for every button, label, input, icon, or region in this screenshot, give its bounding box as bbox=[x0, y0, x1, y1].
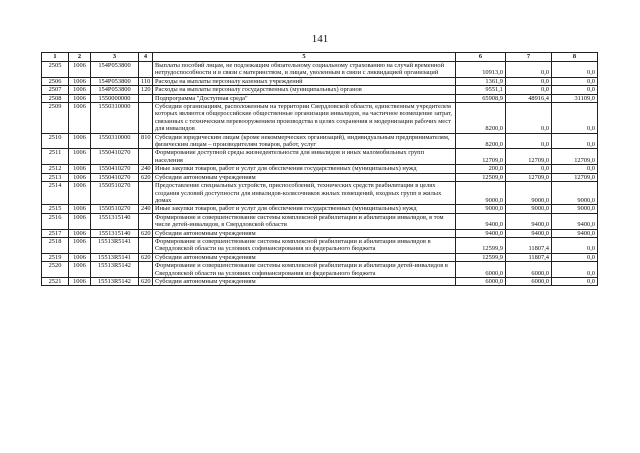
expense-type-cell bbox=[139, 182, 153, 205]
page-number: 141 bbox=[311, 33, 329, 45]
amount-year2-cell: 9000,0 bbox=[506, 182, 552, 205]
row-number-cell: 2507 bbox=[42, 86, 69, 94]
amount-year1-cell: 6000,0 bbox=[456, 277, 506, 285]
table-row bbox=[42, 277, 598, 285]
table-row bbox=[42, 149, 598, 165]
expense-type-cell bbox=[139, 94, 153, 102]
section-code-cell: 1006 bbox=[69, 262, 91, 278]
expense-type-cell bbox=[139, 213, 153, 229]
amount-year3-cell: 0,0 bbox=[552, 165, 598, 173]
row-number-cell: 2517 bbox=[42, 229, 69, 237]
table-row bbox=[42, 213, 598, 229]
amount-year2-cell: 48916,4 bbox=[506, 94, 552, 102]
amount-year2-cell: 0,0 bbox=[506, 86, 552, 94]
description-cell: Иные закупки товаров, работ и услуг для обеспечения государственных (муниципальных) нужд bbox=[153, 165, 456, 173]
expense-type-cell bbox=[139, 62, 153, 78]
table-row bbox=[42, 229, 598, 237]
description-cell: Формирование и совершенствование системы комплексной реабилитации и абилитации инвалидов в Свердловской области на условиях софинансирования из федерального бюджета bbox=[153, 237, 456, 253]
description-cell: Субсидии автономным учреждениям bbox=[153, 173, 456, 181]
amount-year2-cell: 9400,0 bbox=[506, 213, 552, 229]
amount-year1-cell: 65908,9 bbox=[456, 94, 506, 102]
description-cell: Предоставление специальных устройств, приспособлений, технических средств реабилитации в целях создания условий доступности для инвалидов-колясочников жилых помещений, входных групп в жилых домах bbox=[153, 182, 456, 205]
target-code-cell: 1550410270 bbox=[91, 165, 139, 173]
amount-year1-cell: 12509,0 bbox=[456, 173, 506, 181]
column-header: 2 bbox=[69, 53, 91, 62]
section-code-cell: 1006 bbox=[69, 213, 91, 229]
amount-year1-cell: 9000,0 bbox=[456, 182, 506, 205]
amount-year1-cell: 8200,0 bbox=[456, 133, 506, 149]
section-code-cell: 1006 bbox=[69, 205, 91, 213]
expense-type-cell: 620 bbox=[139, 229, 153, 237]
row-number-cell: 2505 bbox=[42, 62, 69, 78]
description-cell: Подпрограмма "Доступная среда" bbox=[153, 94, 456, 102]
amount-year1-cell: 12709,0 bbox=[456, 149, 506, 165]
column-header: 8 bbox=[552, 53, 598, 62]
target-code-cell: 1550410270 bbox=[91, 173, 139, 181]
amount-year1-cell: 10913,0 bbox=[456, 62, 506, 78]
section-code-cell: 1006 bbox=[69, 253, 91, 261]
section-code-cell: 1006 bbox=[69, 62, 91, 78]
row-number-cell: 2518 bbox=[42, 237, 69, 253]
target-code-cell: 154Р053800 bbox=[91, 62, 139, 78]
row-number-cell: 2516 bbox=[42, 213, 69, 229]
table-row bbox=[42, 237, 598, 253]
description-cell: Выплаты пособий лицам, не подлежащим обязательному социальному страхованию на случай временной нетрудоспособности и в связи с материнством, и лицам, уволенным в связи с ликвидацией организаций bbox=[153, 62, 456, 78]
amount-year3-cell: 12709,0 bbox=[552, 173, 598, 181]
description-cell: Субсидии организациям, расположенным на территории Свердловской области, единственным учредителем которых являются общероссийские общественные организации инвалидов, на частичное возмещение затрат, связанных с техническим перевооружением производства в целях сохранения и модернизации рабочих мест для инвалидов bbox=[153, 103, 456, 134]
column-header: 6 bbox=[456, 53, 506, 62]
target-code-cell: 15513R5141 bbox=[91, 237, 139, 253]
amount-year3-cell: 9400,0 bbox=[552, 213, 598, 229]
expense-type-cell bbox=[139, 262, 153, 278]
section-code-cell: 1006 bbox=[69, 103, 91, 134]
column-header: 1 bbox=[42, 53, 69, 62]
amount-year3-cell: 0,0 bbox=[552, 277, 598, 285]
amount-year3-cell: 0,0 bbox=[552, 133, 598, 149]
amount-year3-cell: 0,0 bbox=[552, 253, 598, 261]
description-cell: Субсидии автономным учреждениям bbox=[153, 253, 456, 261]
amount-year3-cell: 0,0 bbox=[552, 86, 598, 94]
table-row bbox=[42, 165, 598, 173]
amount-year3-cell: 9000,0 bbox=[552, 182, 598, 205]
table-row bbox=[42, 262, 598, 278]
row-number-cell: 2512 bbox=[42, 165, 69, 173]
amount-year2-cell: 6000,0 bbox=[506, 277, 552, 285]
target-code-cell: 1550510270 bbox=[91, 182, 139, 205]
amount-year3-cell: 31109,0 bbox=[552, 94, 598, 102]
target-code-cell: 154Р053800 bbox=[91, 77, 139, 85]
target-code-cell: 1550310000 bbox=[91, 133, 139, 149]
description-cell: Субсидии юридическим лицам (кроме некоммерческих организаций), индивидуальным предпринимателям, физическим лицам – производителям товаров, работ, услуг bbox=[153, 133, 456, 149]
section-code-cell: 1006 bbox=[69, 277, 91, 285]
expense-type-cell: 620 bbox=[139, 173, 153, 181]
amount-year2-cell: 11807,4 bbox=[506, 237, 552, 253]
amount-year2-cell: 0,0 bbox=[506, 77, 552, 85]
amount-year3-cell: 0,0 bbox=[552, 237, 598, 253]
description-cell: Формирование и совершенствование системы комплексной реабилитации и абилитации инвалидов, в том числе детей-инвалидов, в Свердловской области bbox=[153, 213, 456, 229]
amount-year3-cell: 9000,0 bbox=[552, 205, 598, 213]
row-number-cell: 2506 bbox=[42, 77, 69, 85]
amount-year3-cell: 0,0 bbox=[552, 77, 598, 85]
row-number-cell: 2509 bbox=[42, 103, 69, 134]
amount-year2-cell: 0,0 bbox=[506, 133, 552, 149]
expense-type-cell bbox=[139, 149, 153, 165]
target-code-cell: 15513R5142 bbox=[91, 277, 139, 285]
target-code-cell: 1550410270 bbox=[91, 149, 139, 165]
amount-year2-cell: 0,0 bbox=[506, 103, 552, 134]
amount-year1-cell: 1361,9 bbox=[456, 77, 506, 85]
table-row bbox=[42, 253, 598, 261]
amount-year1-cell: 200,0 bbox=[456, 165, 506, 173]
amount-year2-cell: 0,0 bbox=[506, 62, 552, 78]
target-code-cell: 1550000000 bbox=[91, 94, 139, 102]
section-code-cell: 1006 bbox=[69, 229, 91, 237]
table-row bbox=[42, 133, 598, 149]
section-code-cell: 1006 bbox=[69, 182, 91, 205]
target-code-cell: 1550510270 bbox=[91, 205, 139, 213]
description-cell: Субсидии автономным учреждениям bbox=[153, 229, 456, 237]
amount-year3-cell: 0,0 bbox=[552, 62, 598, 78]
expense-type-cell: 240 bbox=[139, 165, 153, 173]
amount-year2-cell: 9000,0 bbox=[506, 205, 552, 213]
amount-year3-cell: 12709,0 bbox=[552, 149, 598, 165]
amount-year2-cell: 9400,0 bbox=[506, 229, 552, 237]
section-code-cell: 1006 bbox=[69, 86, 91, 94]
description-cell: Субсидии автономным учреждениям bbox=[153, 277, 456, 285]
description-cell: Расходы на выплаты персоналу государственных (муниципальных) органов bbox=[153, 86, 456, 94]
expense-type-cell: 110 bbox=[139, 77, 153, 85]
row-number-cell: 2508 bbox=[42, 94, 69, 102]
column-header: 5 bbox=[153, 53, 456, 62]
amount-year1-cell: 9400,0 bbox=[456, 213, 506, 229]
expense-type-cell bbox=[139, 103, 153, 134]
row-number-cell: 2519 bbox=[42, 253, 69, 261]
expense-type-cell: 240 bbox=[139, 205, 153, 213]
section-code-cell: 1006 bbox=[69, 149, 91, 165]
row-number-cell: 2515 bbox=[42, 205, 69, 213]
table-row bbox=[42, 173, 598, 181]
amount-year1-cell: 9551,1 bbox=[456, 86, 506, 94]
amount-year1-cell: 9400,0 bbox=[456, 229, 506, 237]
row-number-cell: 2520 bbox=[42, 262, 69, 278]
table-row bbox=[42, 182, 598, 205]
description-cell: Расходы на выплаты персоналу казенных учреждений bbox=[153, 77, 456, 85]
section-code-cell: 1006 bbox=[69, 94, 91, 102]
row-number-cell: 2514 bbox=[42, 182, 69, 205]
table-row bbox=[42, 94, 598, 102]
target-code-cell: 154Р053800 bbox=[91, 86, 139, 94]
amount-year3-cell: 0,0 bbox=[552, 262, 598, 278]
table-header-row bbox=[42, 53, 598, 62]
row-number-cell: 2511 bbox=[42, 149, 69, 165]
column-header: 3 bbox=[91, 53, 139, 62]
section-code-cell: 1006 bbox=[69, 165, 91, 173]
section-code-cell: 1006 bbox=[69, 173, 91, 181]
table-row bbox=[42, 86, 598, 94]
expense-type-cell: 120 bbox=[139, 86, 153, 94]
amount-year2-cell: 6000,0 bbox=[506, 262, 552, 278]
column-header: 7 bbox=[506, 53, 552, 62]
description-cell: Формирование доступной среды жизнедеятельности для инвалидов и иных маломобильных групп населения bbox=[153, 149, 456, 165]
target-code-cell: 1550310000 bbox=[91, 103, 139, 134]
table-row bbox=[42, 77, 598, 85]
expense-type-cell: 810 bbox=[139, 133, 153, 149]
row-number-cell: 2510 bbox=[42, 133, 69, 149]
amount-year3-cell: 0,0 bbox=[552, 103, 598, 134]
target-code-cell: 15513R5142 bbox=[91, 262, 139, 278]
description-cell: Формирование и совершенствование системы комплексной реабилитации и абилитации детей-инвалидов в Свердловской области на условиях софинансирования из федерального бюджета bbox=[153, 262, 456, 278]
expense-type-cell bbox=[139, 237, 153, 253]
amount-year1-cell: 9000,0 bbox=[456, 205, 506, 213]
amount-year2-cell: 11807,4 bbox=[506, 253, 552, 261]
amount-year1-cell: 12599,9 bbox=[456, 253, 506, 261]
row-number-cell: 2521 bbox=[42, 277, 69, 285]
row-number-cell: 2513 bbox=[42, 173, 69, 181]
target-code-cell: 1551315140 bbox=[91, 213, 139, 229]
table-row bbox=[42, 62, 598, 78]
section-code-cell: 1006 bbox=[69, 237, 91, 253]
budget-table bbox=[41, 52, 598, 286]
section-code-cell: 1006 bbox=[69, 77, 91, 85]
amount-year1-cell: 12599,9 bbox=[456, 237, 506, 253]
target-code-cell: 1551315140 bbox=[91, 229, 139, 237]
column-header: 4 bbox=[139, 53, 153, 62]
target-code-cell: 15513R5141 bbox=[91, 253, 139, 261]
amount-year2-cell: 0,0 bbox=[506, 165, 552, 173]
amount-year2-cell: 12709,0 bbox=[506, 149, 552, 165]
expense-type-cell: 620 bbox=[139, 277, 153, 285]
table-row bbox=[42, 103, 598, 134]
amount-year3-cell: 9400,0 bbox=[552, 229, 598, 237]
amount-year1-cell: 6000,0 bbox=[456, 262, 506, 278]
amount-year1-cell: 8200,0 bbox=[456, 103, 506, 134]
expense-type-cell: 620 bbox=[139, 253, 153, 261]
table-row bbox=[42, 205, 598, 213]
amount-year2-cell: 12709,0 bbox=[506, 173, 552, 181]
section-code-cell: 1006 bbox=[69, 133, 91, 149]
description-cell: Иные закупки товаров, работ и услуг для обеспечения государственных (муниципальных) нужд bbox=[153, 205, 456, 213]
